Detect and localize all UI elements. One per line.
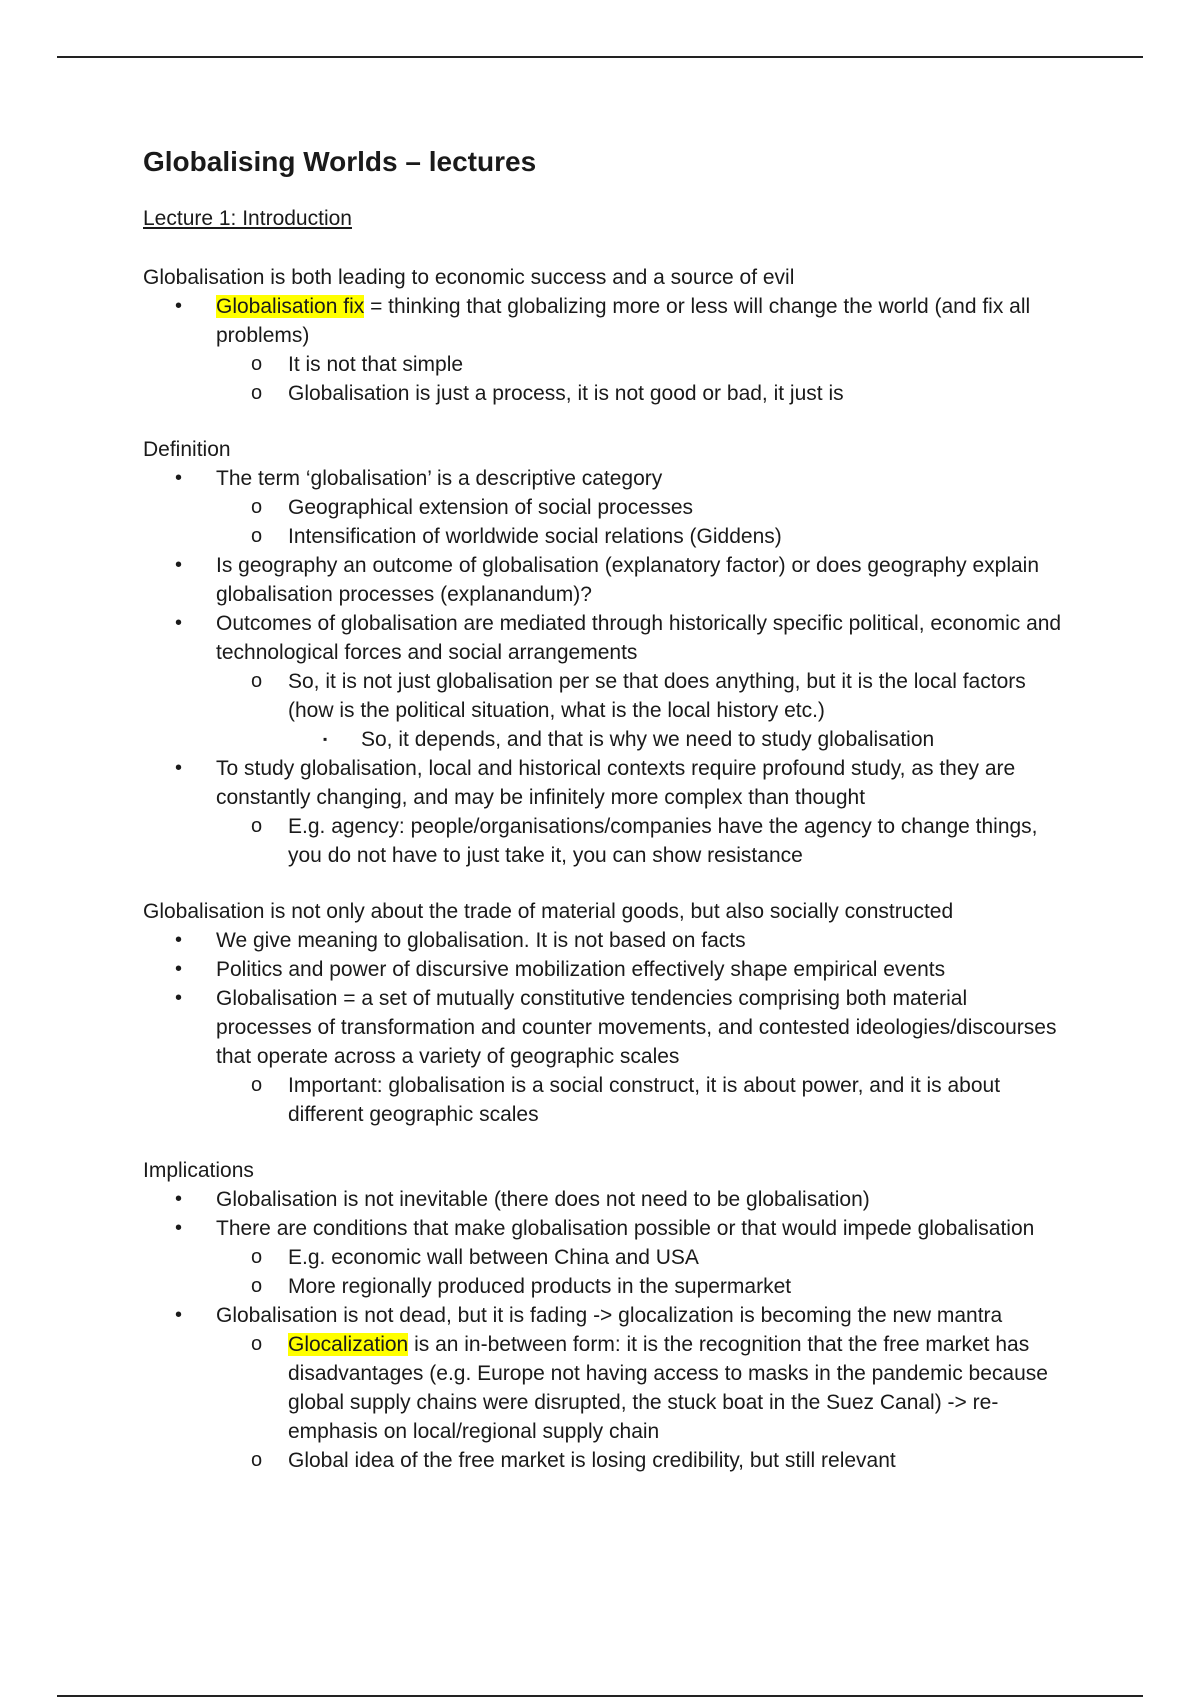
list-item-text: = thinking that globalizing more or less will change the world (and fix all problems) xyxy=(216,295,1031,347)
bullet-list xyxy=(143,926,1063,1129)
bullet-icon: • xyxy=(175,612,183,634)
list-item-text: Globalisation is just a process, it is not good or bad, it just is xyxy=(288,382,844,405)
list-item xyxy=(143,350,1063,379)
list-item xyxy=(143,955,1063,984)
header-rule xyxy=(57,56,1143,58)
bullet-icon: • xyxy=(175,554,183,576)
list-item xyxy=(143,754,1063,812)
list-item xyxy=(143,1330,1063,1446)
list-item-text: So, it is not just globalisation per se that does anything, but it is the local factors (how is the political situation, what is the local history etc.) xyxy=(288,670,1026,722)
list-item xyxy=(143,609,1063,667)
list-item-text: It is not that simple xyxy=(288,353,464,376)
list-item xyxy=(143,464,1063,493)
list-item xyxy=(143,1446,1063,1475)
circle-bullet-icon: o xyxy=(251,815,263,837)
list-item xyxy=(143,812,1063,870)
circle-bullet-icon: o xyxy=(251,353,263,375)
circle-bullet-icon: o xyxy=(251,1333,263,1355)
list-item xyxy=(143,984,1063,1071)
list-item xyxy=(143,379,1063,408)
section-implications xyxy=(143,1156,1063,1475)
list-item-text: Intensification of worldwide social relations (Giddens) xyxy=(288,525,782,548)
circle-bullet-icon: o xyxy=(251,382,263,404)
list-item xyxy=(143,1185,1063,1214)
bullet-icon: • xyxy=(175,467,183,489)
list-item xyxy=(143,725,1063,754)
list-item-text: Globalisation is not inevitable (there does not need to be globalisation) xyxy=(216,1188,870,1211)
list-item-text: Geographical extension of social processes xyxy=(288,496,694,519)
circle-bullet-icon: o xyxy=(251,525,263,547)
list-item-text: E.g. agency: people/organisations/companies have the agency to change things, you do not have to just take it, you can show resistance xyxy=(288,815,1038,867)
list-item-text: We give meaning to globalisation. It is not based on facts xyxy=(216,929,746,952)
list-item-text: More regionally produced products in the supermarket xyxy=(288,1275,792,1298)
list-item xyxy=(143,1243,1063,1272)
bullet-icon: • xyxy=(175,757,183,779)
list-item xyxy=(143,551,1063,609)
list-item-text: Globalisation = a set of mutually constitutive tendencies comprising both material processes of transformation and counter movements, and contested ideologies/discourses that operate across a variety of geographic scales xyxy=(216,987,1057,1068)
list-item-text: is an in-between form: it is the recognition that the free market has disadvantages (e.g. Europe not having access to masks in the pandemic because global supply chains were disrupted, the stuck boat in the Suez Canal) -> re-emphasis on local/regional supply chain xyxy=(288,1333,1048,1443)
list-item xyxy=(143,1071,1063,1129)
footer-rule xyxy=(57,1695,1143,1697)
bullet-icon: • xyxy=(175,1188,183,1210)
section-intro-text: Globalisation is both leading to economic success and a source of evil xyxy=(143,266,795,289)
section-social-construct xyxy=(143,897,1063,1129)
section-heading: Definition xyxy=(143,438,231,461)
circle-bullet-icon: o xyxy=(251,1275,263,1297)
list-item-text: Politics and power of discursive mobilization effectively shape empirical events xyxy=(216,958,946,981)
bullet-list xyxy=(143,1185,1063,1475)
document-body xyxy=(143,142,1063,1502)
circle-bullet-icon: o xyxy=(251,1246,263,1268)
list-item-text: Is geography an outcome of globalisation (explanatory factor) or does geography explain globalisation processes (explanandum)? xyxy=(216,554,1040,606)
list-item xyxy=(143,522,1063,551)
list-item-text: E.g. economic wall between China and USA xyxy=(288,1246,699,1269)
lecture-heading: Lecture 1: Introduction xyxy=(143,207,352,230)
list-item-text: Outcomes of globalisation are mediated through historically specific political, economic and technological forces and social arrangements xyxy=(216,612,1062,664)
section-heading: Implications xyxy=(143,1159,254,1182)
bullet-list xyxy=(143,292,1063,408)
list-item xyxy=(143,926,1063,955)
list-item-text: To study globalisation, local and historical contexts require profound study, as they are constantly changing, and may be infinitely more complex than thought xyxy=(216,757,1016,809)
bullet-icon: • xyxy=(175,929,183,951)
section-definition xyxy=(143,435,1063,870)
bullet-icon: • xyxy=(175,295,183,317)
list-item xyxy=(143,1214,1063,1243)
circle-bullet-icon: o xyxy=(251,670,263,692)
highlighted-term: Glocalization xyxy=(288,1333,409,1356)
bullet-icon: • xyxy=(175,987,183,1009)
bullet-icon: • xyxy=(175,958,183,980)
section-intro xyxy=(143,263,1063,408)
list-item xyxy=(143,292,1063,350)
bullet-icon: • xyxy=(175,1304,183,1326)
highlighted-term: Globalisation fix xyxy=(216,295,365,318)
section-intro-text: Globalisation is not only about the trade of material goods, but also socially constructed xyxy=(143,900,954,923)
bullet-list xyxy=(143,464,1063,870)
list-item xyxy=(143,1272,1063,1301)
list-item-text: So, it depends, and that is why we need to study globalisation xyxy=(361,728,935,751)
list-item xyxy=(143,1301,1063,1330)
list-item-text: The term ‘globalisation’ is a descriptive category xyxy=(216,467,663,490)
circle-bullet-icon: o xyxy=(251,1449,263,1471)
circle-bullet-icon: o xyxy=(251,496,263,518)
list-item-text: There are conditions that make globalisation possible or that would impede globalisation xyxy=(216,1217,1035,1240)
list-item xyxy=(143,667,1063,725)
document-title: Globalising Worlds – lectures xyxy=(143,146,537,177)
bullet-icon: • xyxy=(175,1217,183,1239)
circle-bullet-icon: o xyxy=(251,1074,263,1096)
list-item-text: Global idea of the free market is losing credibility, but still relevant xyxy=(288,1449,896,1472)
square-bullet-icon: ▪ xyxy=(323,732,328,746)
list-item-text: Important: globalisation is a social construct, it is about power, and it is about different geographic scales xyxy=(288,1074,1001,1126)
list-item xyxy=(143,493,1063,522)
list-item-text: Globalisation is not dead, but it is fading -> glocalization is becoming the new mantra xyxy=(216,1304,1003,1327)
